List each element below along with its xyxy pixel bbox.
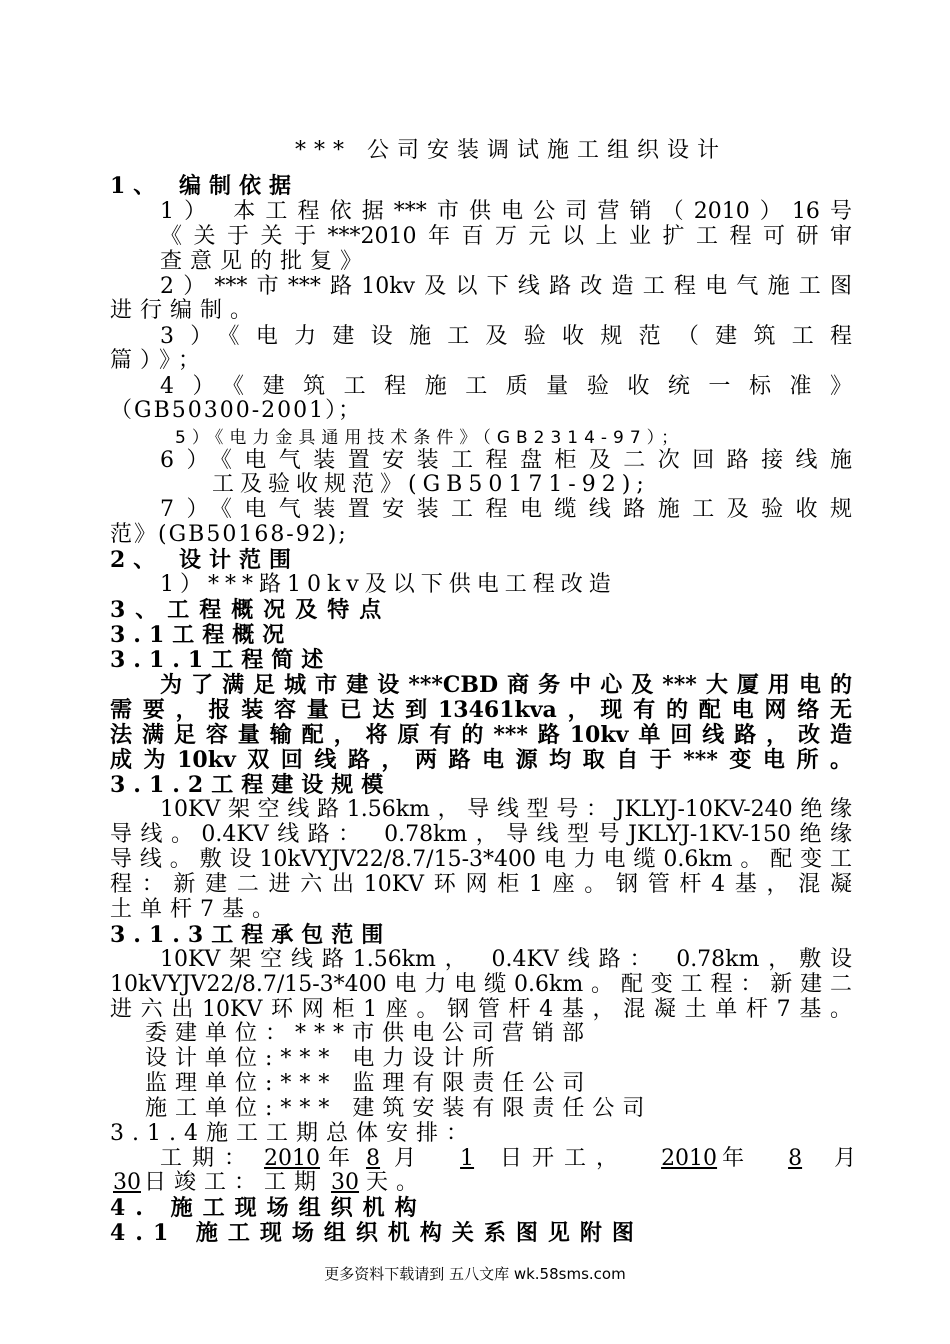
s313-line3: 进六出10KV环网柜1座。钢管杆4基，混凝土单杆7基。 <box>110 997 852 1022</box>
unit-designer: 设计单位:*** 电力设计所 <box>145 1046 503 1071</box>
unit-client: 委建单位：***市供电公司营销部 <box>145 1021 593 1046</box>
section-4-1-heading: 4.1 施工现场组织机构关系图见附图 <box>110 1220 644 1246</box>
s313-line1: 10KV架空线路1.56km， 0.4KV线路： 0.78km，敷设 <box>160 947 852 972</box>
unit-contractor: 施工单位:*** 建筑安装有限责任公司 <box>145 1096 653 1121</box>
end-day: 30 <box>113 1170 141 1195</box>
s312-line4: 程：新建二进六出10KV环网柜1座。钢管杆4基，混凝 <box>110 872 852 897</box>
s1-item1-line1: 1） 本工程依据***市供电公司营销（2010）16号 <box>160 199 852 224</box>
s1-item3-line1: 3）《电力建设施工及验收规范（建筑工程 <box>160 324 852 349</box>
section-3-1-1-heading: 3.1.1工程简述 <box>110 647 332 673</box>
s311-line2: 需要，报装容量已达到13461kva，现有的配电网络无 <box>110 697 852 723</box>
section-2-heading: 2、 设计范围 <box>110 547 299 573</box>
s1-item7-line2: 范》(GB50168-92); <box>110 522 348 547</box>
s2-item1: 1）***路10kv及以下供电工程改造 <box>160 572 617 597</box>
s312-line5: 土单杆7基。 <box>110 897 282 922</box>
start-month: 8 <box>366 1146 381 1171</box>
schedule-line1 <box>160 1146 857 1172</box>
start-day: 1 <box>460 1146 475 1171</box>
s1-item6-line2: 工及验收规范》(GB50171-92); <box>212 472 650 497</box>
days-char: 天。 <box>366 1170 427 1195</box>
month-char: 月 <box>394 1146 417 1171</box>
footer-text: 更多资料下载请到 五八文库 wk.58sms.com <box>324 1265 626 1283</box>
year-char-2: 年 <box>722 1146 745 1171</box>
schedule-label: 工期： <box>160 1146 257 1171</box>
s313-line2: 10kVYJV22/8.7/15-3*400电力电缆0.6km。配变工程：新建二 <box>110 972 852 997</box>
s1-item7-line1: 7）《电气装置安装工程电缆线路施工及验收规 <box>160 497 852 522</box>
s1-item2-line2: 进行编制。 <box>110 298 261 323</box>
section-3-1-2-heading: 3.1.2工程建设规模 <box>110 772 392 798</box>
s312-line1: 10KV架空线路1.56km，导线型号：JKLYJ-10KV-240绝缘 <box>160 797 852 822</box>
s1-item4-line1: 4）《建筑工程施工质量验收统一标准》 <box>160 374 852 399</box>
end-month: 8 <box>788 1146 803 1171</box>
start-year: 2010 <box>264 1146 321 1171</box>
s1-item4-line2: （GB50300-2001）； <box>110 398 363 423</box>
s312-line2: 导线。0.4KV线路： 0.78km，导线型号JKLYJ-1KV-150绝缘 <box>110 822 852 847</box>
s1-item5: 5）《电力金具通用技术条件》（GB2314-97）； <box>175 428 685 448</box>
page-title: *** 公司安装调试施工组织设计 <box>295 138 727 163</box>
start-suffix: 日开工， <box>500 1146 629 1171</box>
section-3-heading: 3、工程概况及特点 <box>110 597 392 623</box>
year-char: 年 <box>328 1146 351 1171</box>
end-year: 2010 <box>661 1146 718 1171</box>
end-suffix: 日竣工：工期 <box>144 1170 325 1195</box>
unit-supervisor: 监理单位:*** 监理有限责任公司 <box>145 1071 593 1096</box>
s1-item6-line1: 6）《电气装置安装工程盘柜及二次回路接线施 <box>160 448 852 473</box>
s312-line3: 导线。敷设10kVYJV22/8.7/15-3*400电力电缆0.6km。配变工 <box>110 847 852 872</box>
s1-item2-line1: 2）***市***路10kv及以下线路改造工程电气施工图 <box>160 274 852 299</box>
section-4-heading: 4. 施工现场组织机构 <box>110 1195 427 1221</box>
s311-line3: 法满足容量输配，将原有的***路10kv单回线路，改造 <box>110 722 852 748</box>
s1-item3-line2: 篇）》； <box>110 348 209 373</box>
s311-line4: 成为10kv双回线路，两路电源均取自于***变电所。 <box>110 747 852 773</box>
section-1-heading: 1、 编制依据 <box>110 173 299 199</box>
section-3-1-4-heading: 3.1.4施工工期总体安排： <box>110 1121 476 1146</box>
s1-item1-line3: 查意见的批复》 <box>160 249 371 274</box>
section-3-1-3-heading: 3.1.3工程承包范围 <box>110 922 392 948</box>
s311-line1: 为了满足城市建设***CBD商务中心及***大厦用电的 <box>160 672 852 698</box>
month-char-2: 月 <box>834 1146 857 1171</box>
s1-item1-line2: 《关于关于***2010年百万元以上业扩工程可研审 <box>160 224 852 249</box>
section-3-1-heading: 3.1工程概况 <box>110 622 293 648</box>
schedule-line2 <box>110 1170 426 1196</box>
duration-days: 30 <box>331 1170 360 1195</box>
